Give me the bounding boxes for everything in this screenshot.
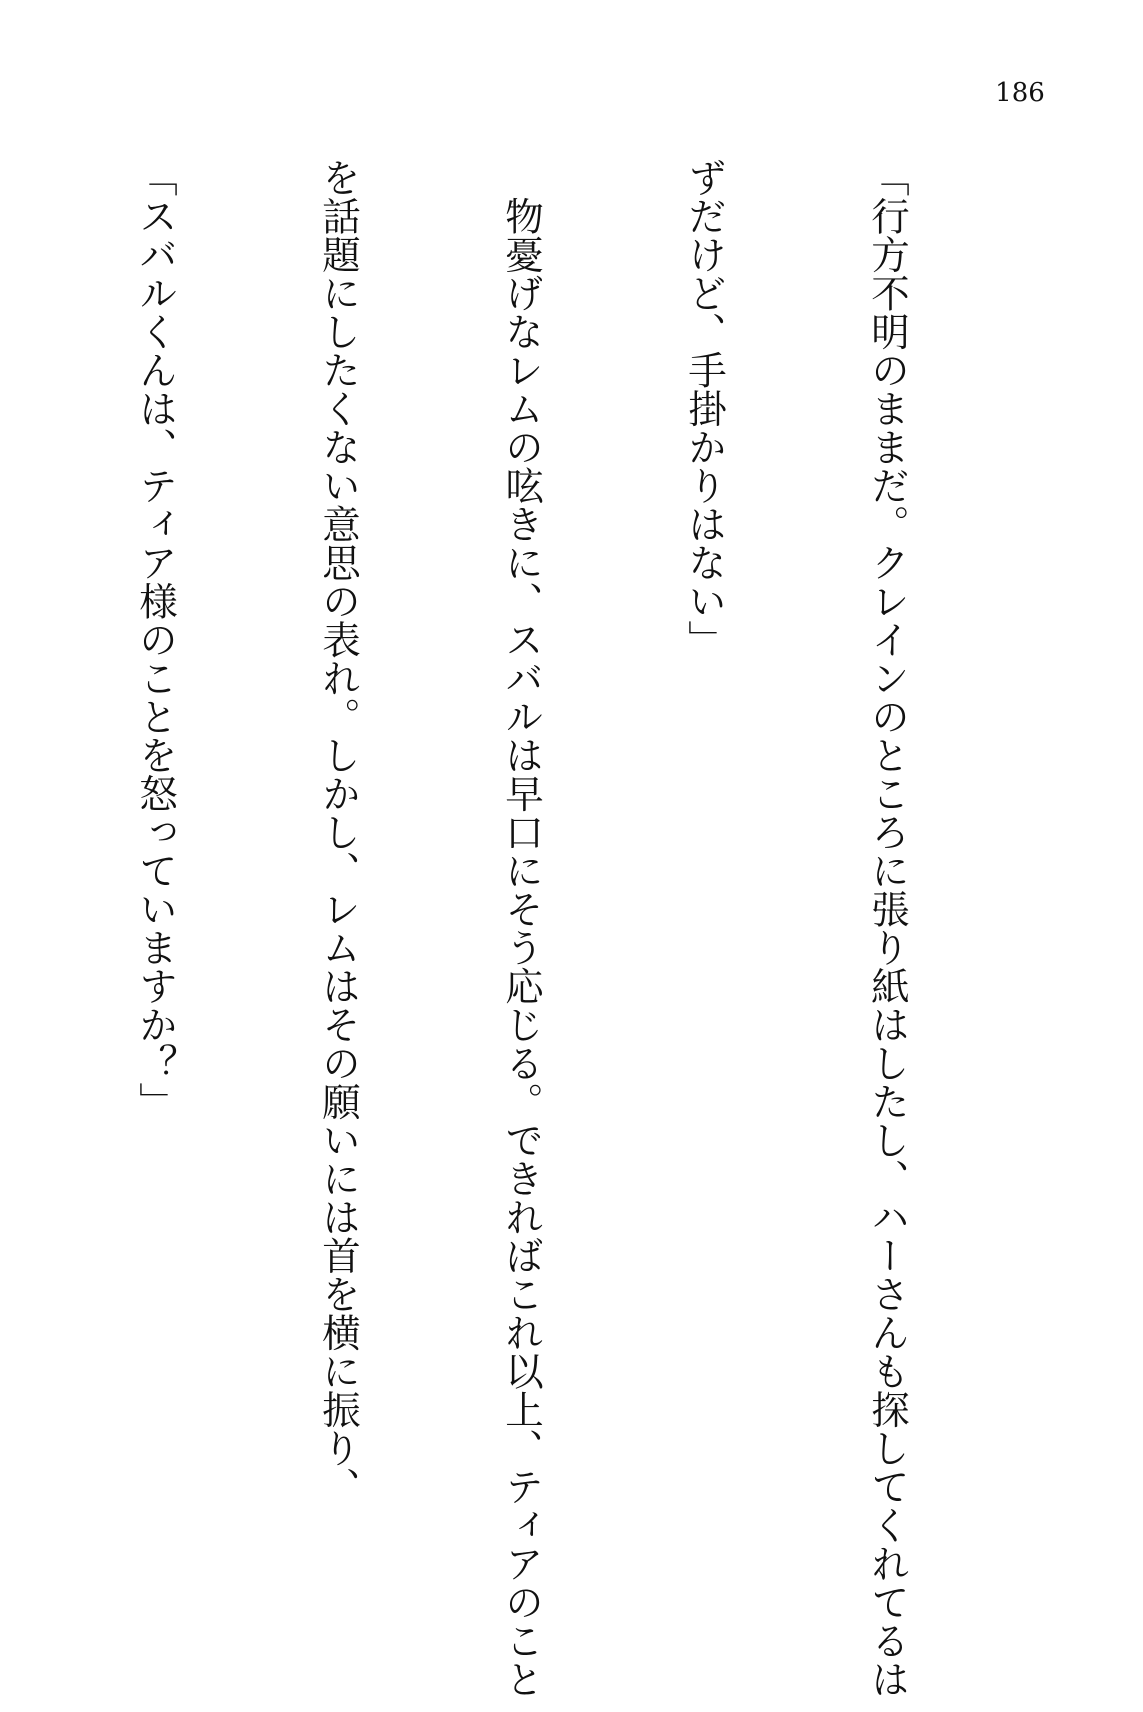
text-line <box>0 158 3 1638</box>
text-line: を話題にしたくない意思の表れ。しかし、レムはその願いには首を横に振り、 <box>316 158 361 1506</box>
body-text <box>133 158 1040 1698</box>
text-line: ずだけど、手掛かりはない」 <box>682 158 727 659</box>
text-line: 「行方不明のままだ。クレインのところに張り紙はしたし、ハーさんも探してくれてるは <box>865 158 910 1698</box>
page-number: 186 <box>995 78 1045 108</box>
text-line: 「スバルくんは、ティア様のことを怒っていますか？」 <box>133 158 178 1121</box>
text-line: 物憂げなレムの呟きに、スバルは早口にそう応じる。できればこれ以上、ティアのこと <box>499 158 544 1698</box>
